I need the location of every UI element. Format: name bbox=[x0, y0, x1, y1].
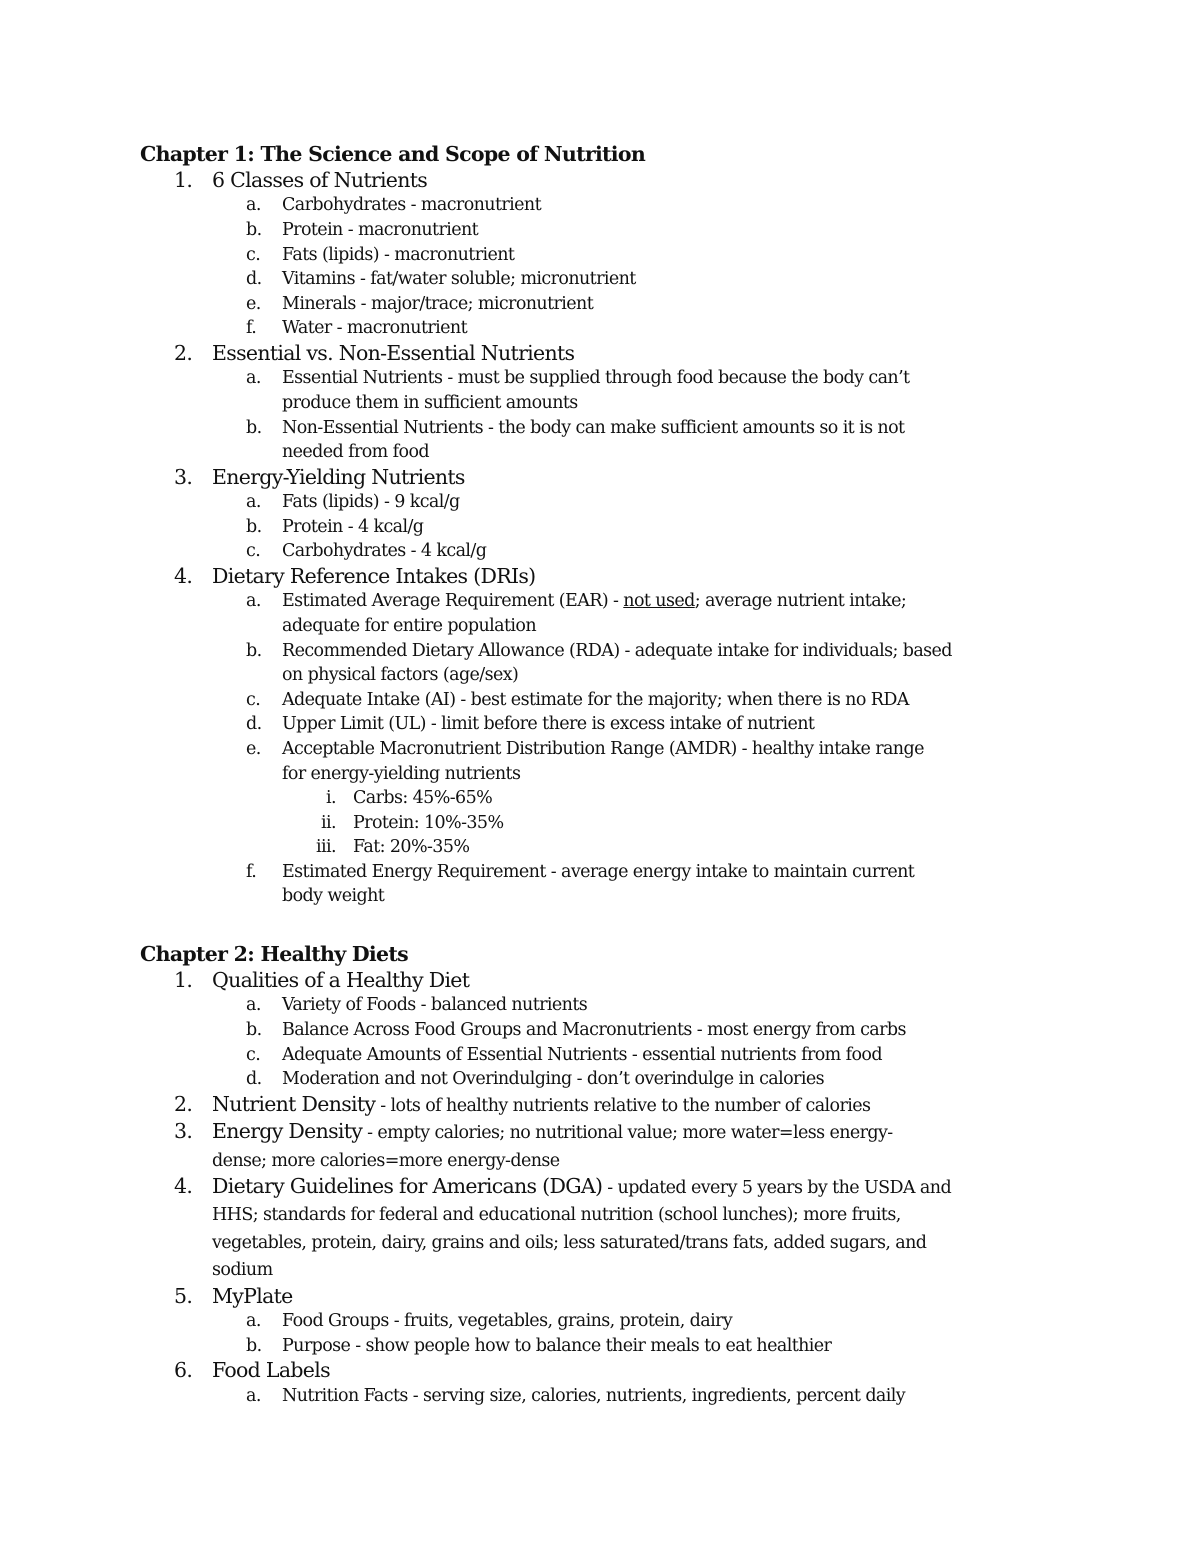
list-item: 1. 6 Classes of Nutrients bbox=[174, 168, 428, 192]
list-item-continuation: HHS; standards for federal and educational nutrition (school lunches); more fruits, bbox=[212, 1205, 901, 1226]
underlined-text: not used bbox=[623, 591, 695, 612]
chapter-2-heading: Chapter 2: Healthy Diets bbox=[140, 942, 408, 966]
list-item: a. Food Groups - fruits, vegetables, grains, protein, dairy bbox=[246, 1311, 733, 1332]
list-item: 2. Nutrient Density - lots of healthy nutrients relative to the number of calories bbox=[174, 1091, 871, 1116]
list-item: 2. Essential vs. Non-Essential Nutrients bbox=[174, 340, 575, 365]
list-item: a. Fats (lipids) - 9 kcal/g bbox=[246, 492, 460, 513]
list-item-continuation: produce them in sufficient amounts bbox=[282, 392, 578, 413]
list-item: b. Protein - macronutrient bbox=[246, 220, 479, 240]
list-item: 3. Energy Density - empty calories; no nutritional value; more water=less energy- bbox=[174, 1119, 893, 1144]
list-item-continuation: for energy-yielding nutrients bbox=[282, 763, 521, 784]
list-item: a. Essential Nutrients - must be supplied through food because the body can’t bbox=[246, 368, 910, 389]
list-item-continuation: adequate for entire population bbox=[282, 615, 537, 636]
list-item: c. Carbohydrates - 4 kcal/g bbox=[246, 541, 487, 562]
list-item: b. Protein - 4 kcal/g bbox=[246, 516, 424, 537]
list-item: e. Acceptable Macronutrient Distribution Range (AMDR) - healthy intake range bbox=[246, 738, 924, 759]
list-item: 6. Food Labels bbox=[174, 1358, 330, 1383]
list-item: d. Upper Limit (UL) - limit before there is excess intake of nutrient bbox=[246, 714, 815, 735]
list-item-continuation: body weight bbox=[282, 886, 385, 907]
list-item-continuation: dense; more calories=more energy-dense bbox=[212, 1150, 560, 1171]
list-item: 5. MyPlate bbox=[174, 1283, 293, 1308]
list-item: ii. Protein: 10%-35% bbox=[321, 812, 504, 833]
list-item: 4. Dietary Reference Intakes (DRIs) bbox=[174, 563, 536, 588]
list-item: b. Non-Essential Nutrients - the body can make sufficient amounts so it is not bbox=[246, 417, 905, 438]
chapter-1-section bbox=[140, 141, 1080, 909]
list-item-continuation: on physical factors (age/sex) bbox=[282, 665, 519, 686]
list-item: 4. Dietary Guidelines for Americans (DGA) - updated every 5 years by the USDA and bbox=[174, 1174, 952, 1198]
list-item: a. Variety of Foods - balanced nutrients bbox=[246, 995, 588, 1016]
list-item: e. Minerals - major/trace; micronutrient bbox=[246, 293, 594, 314]
list-item: a. Estimated Average Requirement (EAR) - not used; average nutrient intake; bbox=[246, 591, 907, 612]
list-item: b. Balance Across Food Groups and Macronutrients - most energy from carbs bbox=[246, 1020, 906, 1040]
list-item: b. Purpose - show people how to balance their meals to eat healthier bbox=[246, 1335, 832, 1356]
chapter-1-heading: Chapter 1: The Science and Scope of Nutrition bbox=[140, 142, 646, 166]
list-item: d. Moderation and not Overindulging - don’t overindulge in calories bbox=[246, 1069, 824, 1090]
list-item-continuation: needed from food bbox=[282, 442, 429, 463]
list-item: a. Nutrition Facts - serving size, calories, nutrients, ingredients, percent daily bbox=[246, 1385, 906, 1406]
list-item: i. Carbs: 45%-65% bbox=[326, 788, 493, 809]
list-item: c. Adequate Amounts of Essential Nutrients - essential nutrients from food bbox=[246, 1044, 882, 1065]
list-item-continuation: vegetables, protein, dairy, grains and oils; less saturated/trans fats, added sugars, and bbox=[212, 1232, 927, 1253]
list-item: b. Recommended Dietary Allowance (RDA) - adequate intake for individuals; based bbox=[246, 640, 952, 661]
list-item: a. Carbohydrates - macronutrient bbox=[246, 195, 542, 216]
list-item: c. Adequate Intake (AI) - best estimate for the majority; when there is no RDA bbox=[246, 689, 909, 710]
list-item: f. Estimated Energy Requirement - average energy intake to maintain current bbox=[246, 861, 915, 882]
list-item-continuation: sodium bbox=[212, 1260, 273, 1281]
list-item: d. Vitamins - fat/water soluble; micronutrient bbox=[246, 269, 636, 290]
chapter-2-section bbox=[140, 941, 1080, 1408]
list-item: c. Fats (lipids) - macronutrient bbox=[246, 244, 515, 265]
list-item: 1. Qualities of a Healthy Diet bbox=[174, 968, 470, 992]
list-item: f. Water - macronutrient bbox=[246, 318, 468, 339]
list-item: iii. Fat: 20%-35% bbox=[316, 837, 470, 858]
list-item: 3. Energy-Yielding Nutrients bbox=[174, 464, 465, 489]
